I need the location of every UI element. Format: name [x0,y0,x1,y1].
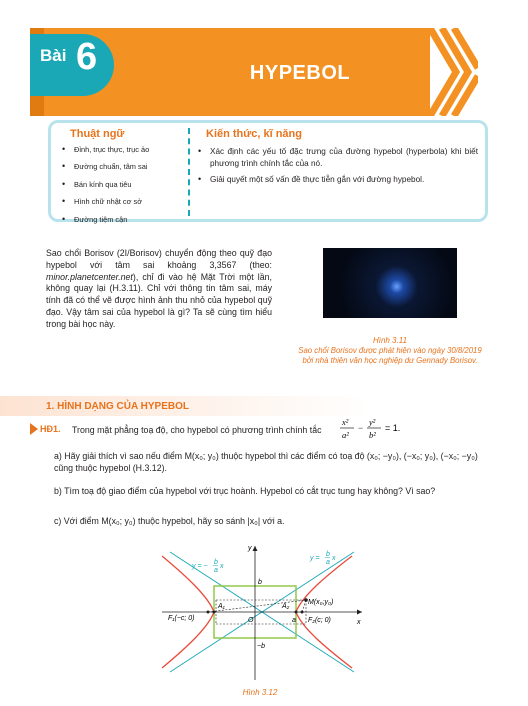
svg-text:b: b [214,559,218,566]
comet-photo [323,248,457,318]
intro-part1: Sao chổi Borisov (2I/Borisov) chuyển động theo quỹ đạo hypebol với tâm sai khoảng 3,3567 (theo: [46,248,272,270]
svg-text:a: a [214,567,218,574]
activity-tag: HĐ1. [40,424,61,434]
lesson-number: 6 [76,36,98,78]
asymptote-right-label: y = [310,555,320,562]
list-item: • Đỉnh, trục thực, trục ảo [60,145,184,162]
svg-text:−: − [358,423,364,433]
question-a-label: a) [54,451,62,461]
list-item: • Hình chữ nhật cơ sở [60,197,184,214]
equation-end: = 1. [385,423,401,433]
svg-text:b: b [326,551,330,558]
origin-label: O [248,617,254,624]
question-c-label: c) [54,516,62,526]
a1-label: A₁ [218,603,225,610]
skills-heading: Kiến thức, kĩ năng [206,128,302,140]
b-label: b [258,579,262,586]
figure-3-12-label: Hình 3.12 [242,688,278,697]
svg-text:a²: a² [342,430,349,440]
terms-list [60,145,184,232]
figure-3-11-label: Hình 3.11 [372,336,408,345]
question-c-text: Với điểm M(x₀; y₀) thuộc hypebol, hãy so sánh |x₀| với a. [63,516,285,526]
lesson-title: HYPEBOL [249,62,351,84]
hyperbola-graph [156,540,372,684]
question-b-label: b) [54,486,62,496]
question-b-text: Tìm toạ độ giao điểm của hypebol với trục hoành. Hypebol có cắt trục tung hay không? Vì sao? [64,486,436,496]
svg-text:x: x [220,563,224,570]
svg-text:b²: b² [369,430,376,440]
figure-3-11-caption: Sao chổi Borisov được phát hiện vào ngày 30/8/2019 bởi nhà thiên văn học nghiệp dư Gennady Borisov. [298,346,482,365]
intro-paragraph [46,248,272,331]
section-title: 1. HÌNH DẠNG CỦA HYPEBOL [46,401,189,412]
m-label: M(x₀;y₀) [308,599,334,606]
a-label: a [292,617,296,624]
activity-text: Trong mặt phẳng toạ độ, cho hypebol có phương trình chính tắc [72,425,322,435]
f2-label: F₂(c; 0) [308,617,331,624]
y-axis-label: y [248,545,252,552]
skills-list [196,146,478,191]
question-c [54,515,494,527]
question-a [54,450,494,474]
box-divider [188,128,190,216]
arrow-bullet-icon [30,423,38,435]
list-item: • Giải quyết một số vấn đề thực tiễn gắn với đường hypebol. [196,174,478,186]
list-item: • Đường tiệm cận [60,215,184,232]
list-item: • Xác định các yếu tố đặc trưng của đường hypebol (hyperbola) khi biết phương trình chính tắc của nó. [196,146,478,169]
terms-heading: Thuật ngữ [70,128,125,140]
svg-text:y²: y² [369,417,376,427]
question-b [54,485,494,497]
f1-label: F₁(−c; 0) [168,615,195,622]
svg-text:x²: x² [342,417,349,427]
svg-text:a: a [326,559,330,566]
x-axis-label: x [357,619,361,626]
list-item: • Đường chuẩn, tâm sai [60,162,184,179]
hyperbola-equation [338,416,448,444]
minus-b-label: −b [257,643,265,650]
list-item: • Bán kính qua tiêu [60,180,184,197]
intro-part2: ), chỉ đi vào hệ Mặt Trời một lần, không quay lại (H.3.11). Chỉ với thông tin tâm sai, máy tính đã có thể vẽ được hình ảnh thu nhỏ của hypebol quỹ đạo. Vậy tâm sai của hypebol là gì? Ta sẽ cùng tìm hiểu trong bài học này. [46,271,272,329]
chevron-decoration-icon [430,28,478,116]
intro-source: minor.planetcenter.net [46,271,133,282]
question-a-text: Hãy giải thích vì sao nếu điểm M(x₀; y₀) thuộc hypebol thì các điểm có toạ độ (x₀; −y₀), (−x₀; y₀), (−x₀; −y₀) cũng thuộc hypebol (H.3.12). [54,451,478,473]
a2-label: A₂ [282,603,290,610]
asymptote-left-label: y = − [192,563,208,570]
lesson-label: Bài [40,46,67,65]
svg-text:x: x [332,555,336,562]
